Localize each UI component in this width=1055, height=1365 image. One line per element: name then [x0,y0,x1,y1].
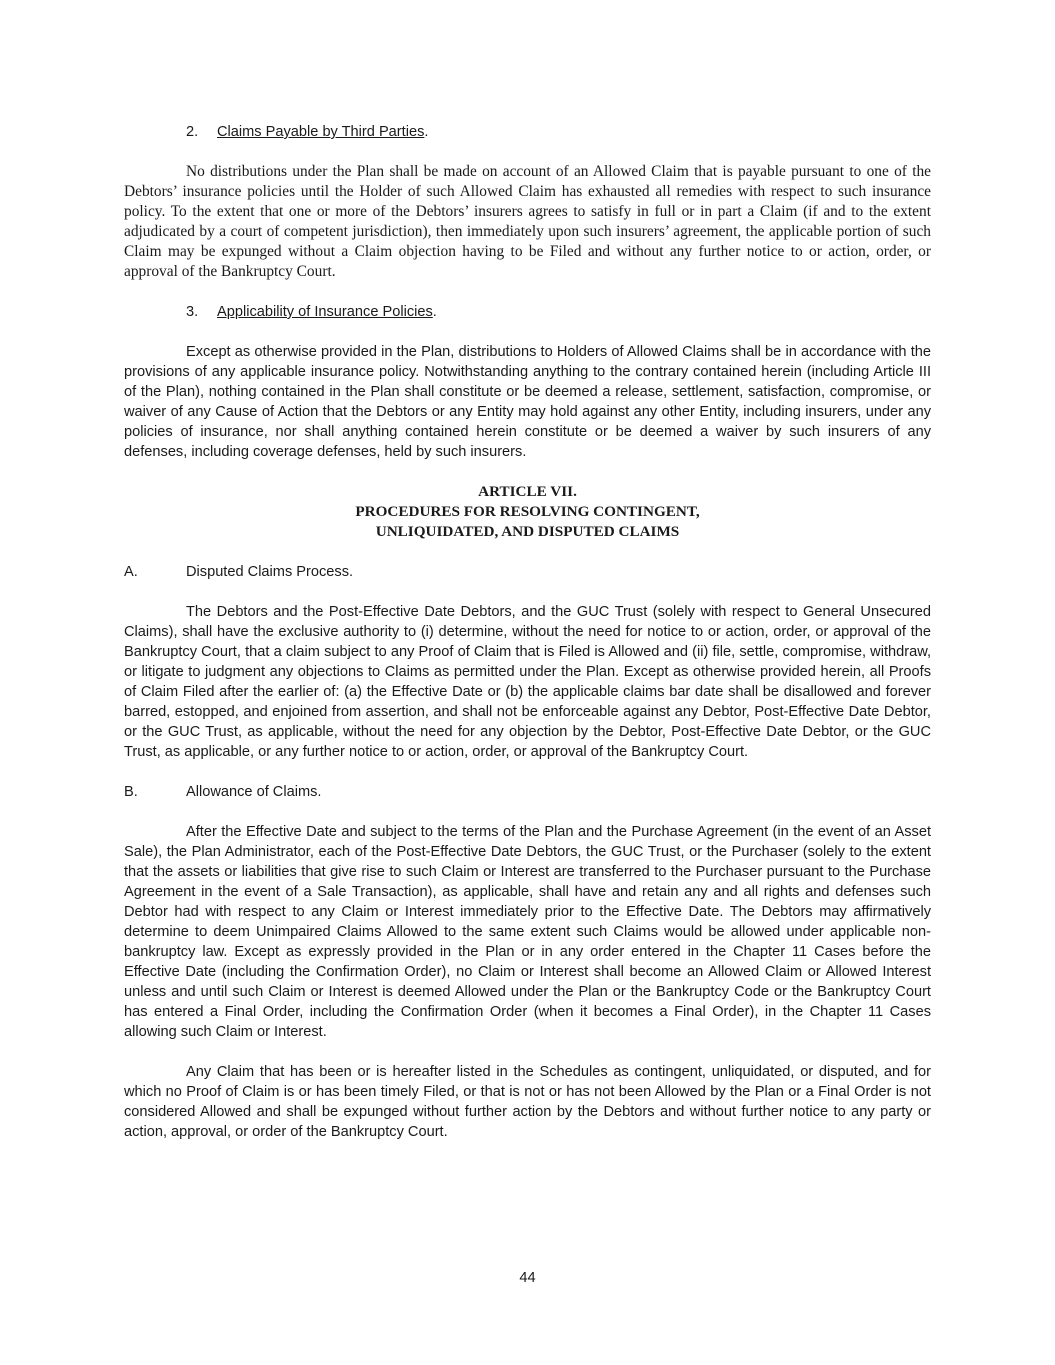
subsection-a-letter: A. [124,564,138,580]
article-heading [124,482,931,542]
subsection-b-paragraph-2: Any Claim that has been or is hereafter listed in the Schedules as contingent, unliquidated, or disputed, and for which no Proof of Claim is or has been timely Filed, or that is not or has not been Allowed by the Plan or a Final Order is not considered Allowed and shall be expunged without further action by the Debtors and without further notice to any party or action, approval, or order of the Bankruptcy Court. [124,1064,931,1140]
section-2-number: 2. [186,124,199,140]
subsection-b-heading [124,782,931,802]
document-page [124,122,931,1162]
page-number: 44 [519,1270,536,1286]
subsection-b-title: Allowance of Claims. [186,784,322,800]
section-2-title: Claims Payable by Third Parties [217,124,425,140]
section-3-heading [124,302,931,322]
article-title-line-1: PROCEDURES FOR RESOLVING CONTINGENT, [355,503,700,520]
section-3-title-suffix: . [432,304,437,320]
subsection-a-title: Disputed Claims Process. [186,564,354,580]
section-2-heading [124,122,931,142]
subsection-b-letter: B. [124,784,138,800]
section-3-paragraph: Except as otherwise provided in the Plan, distributions to Holders of Allowed Claims shall be in accordance with the provisions of any applicable insurance policy. Notwithstanding anything to the contrary contained herein (including Article III of the Plan), nothing contained in the Plan shall constitute or be deemed a release, settlement, satisfaction, compromise, or waiver of any Cause of Action that the Debtors or any Entity may hold against any other Entity, including insurers, under any policies of insurance, nor shall anything contained herein constitute or be deemed a waiver by such insurers of any defenses, including coverage defenses, held by such insurers. [124,344,931,460]
subsection-a-paragraph: The Debtors and the Post-Effective Date Debtors, and the GUC Trust (solely with respect to General Unsecured Claims), shall have the exclusive authority to (i) determine, without the need for notice to or action, order, or approval of the Bankruptcy Court, that a claim subject to any Proof of Claim that is Filed is Allowed and (ii) file, settle, compromise, withdraw, or litigate to judgment any objections to Claims as permitted under the Plan. Except as otherwise provided herein, all Proofs of Claim Filed after the earlier of: (a) the Effective Date or (b) the applicable claims bar date shall be disallowed and forever barred, estopped, and enjoined from assertion, and shall not be enforceable against any Debtor, Post-Effective Date Debtor, or the GUC Trust, as applicable, without the need for any objection by the Debtor, Post-Effective Date Debtor, or the GUC Trust, as applicable, or any further notice to or action, order, or approval of the Bankruptcy Court. [124,604,931,760]
section-3-title: Applicability of Insurance Policies [217,304,433,320]
subsection-b-paragraph-1: After the Effective Date and subject to the terms of the Plan and the Purchase Agreement (in the event of an Asset Sale), the Plan Administrator, each of the Post-Effective Date Debtors, the GUC Trust, or the Purchaser (solely to the extent that the assets or liabilities that give rise to such Claim or Interest are transferred to the Purchaser pursuant to the Purchase Agreement in the event of a Sale Transaction), as applicable, shall have and retain any and all rights and defenses such Debtor had with respect to any Claim or Interest immediately prior to the Effective Date. The Debtors may affirmatively determine to deem Unimpaired Claims Allowed to the same extent such Claims would be allowed under applicable non-bankruptcy law. Except as expressly provided in the Plan or in any order entered in the Chapter 11 Cases before the Effective Date (including the Confirmation Order), no Claim or Interest shall become an Allowed Claim or Allowed Interest unless and until such Claim or Interest is deemed Allowed under the Plan or the Bankruptcy Code or the Bankruptcy Court has entered a Final Order, including the Confirmation Order (when it becomes a Final Order), in the Chapter 11 Cases allowing such Claim or Interest. [124,824,931,1040]
section-3-number: 3. [186,304,199,320]
article-title-line-2: UNLIQUIDATED, AND DISPUTED CLAIMS [375,523,680,540]
subsection-a-heading [124,562,931,582]
section-2-paragraph: No distributions under the Plan shall be made on account of an Allowed Claim that is payable pursuant to one of the Debtors’ insurance policies until the Holder of such Allowed Claim has exhausted all remedies with respect to such insurance policy. To the extent that one or more of the Debtors’ insurers agrees to satisfy in full or in part a Claim (if and to the extent adjudicated by a court of competent jurisdiction), then immediately upon such insurers’ agreement, the applicable portion of such Claim may be expunged without a Claim objection having to be Filed and without any further notice to or action, order, or approval of the Bankruptcy Court. [124,163,931,280]
article-number: ARTICLE VII. [478,483,577,500]
section-2-title-suffix: . [424,124,429,140]
